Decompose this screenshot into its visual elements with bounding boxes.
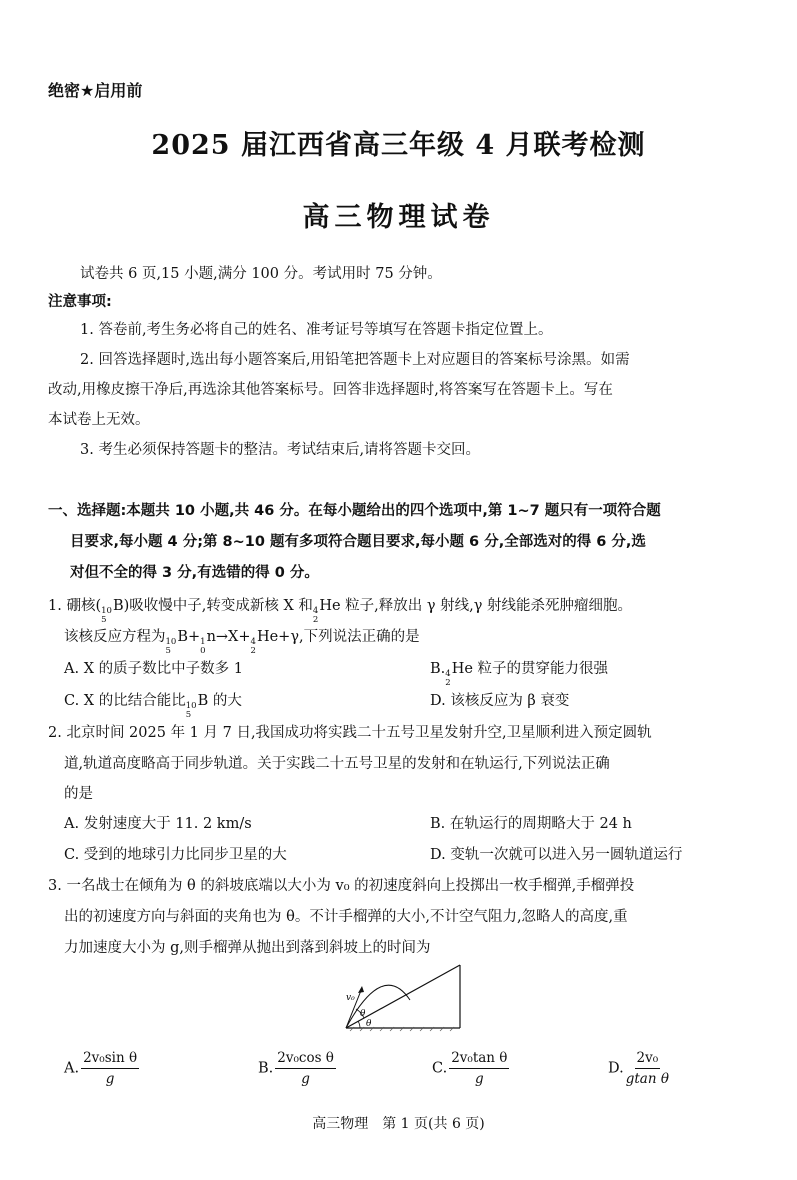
section1-line2: 目要求,每小题 4 分;第 8~10 题有多项符合题目要求,每小题 6 分,全部选对的得 6 分,选 [70,534,646,550]
q3-stem-line1: 3. 一名战士在倾角为 θ 的斜坡底端以大小为 v₀ 的初速度斜向上投掷出一枚手榴弹,手榴弹投 [48,878,635,894]
q2-stem-line1: 2. 北京时间 2025 年 1 月 7 日,我国成功将实践二十五号卫星发射升空,卫星顺利进入预定圆轨 [48,725,652,741]
notice-item-2-line3: 本试卷上无效。 [48,412,150,428]
q1-option-c: C. X 的比结合能比 10 5 B 的大 [64,693,242,720]
incline-projectile-figure [338,960,478,1032]
theta-label-upper: θ [360,1009,366,1019]
confidential-label: 绝密★启用前 [48,81,143,100]
q2-stem-line3: 的是 [64,786,93,802]
q3-option-d: D. $\frac{\text{2v₀}}{\text{gtan θ}}$ [608,1050,669,1087]
q2-option-c: C. 受到的地球引力比同步卫星的大 [64,847,287,863]
page-footer: 高三物理 第 1 页(共 6 页) [312,1116,485,1132]
exam-title: 2025 届江西省高三年级 4 月联考检测 [151,130,646,161]
angle-arc-1 [358,1021,360,1028]
section1-line1: 一、选择题:本题共 10 小题,共 46 分。在每小题给出的四个选项中,第 1~7 题只有一项符合题 [48,503,661,519]
q2-option-b: B. 在轨运行的周期略大于 24 h [430,816,632,832]
section1-line3: 对但不全的得 3 分,有选错的得 0 分。 [70,565,319,581]
q2-option-d: D. 变轨一次就可以进入另一圆轨道运行 [430,847,683,863]
q3-stem-line3: 力加速度大小为 g,则手榴弹从抛出到落到斜坡上的时间为 [64,940,431,956]
arrowhead-icon [358,986,364,993]
isotope-b10: 10 5 [101,606,112,625]
q1-stem-line1: 1. 硼核( 10 5 B)吸收慢中子,转变成新核 X 和 4 2 He 粒子,释放出 γ 射线,γ 射线能杀死肿瘤细胞。 [48,598,633,625]
theta-label-lower: θ [366,1019,372,1029]
q2-stem-line2: 道,轨道高度略高于同步轨道。关于实践二十五号卫星的发射和在轨运行,下列说法正确 [64,756,610,772]
q1-stem-line2: 该核反应方程为 10 5 B+ 1 0 n→X+ 4 2 He+γ,下列说法正确的是 [64,629,420,656]
q3-option-b: B. $\frac{\text{2v₀cos θ}}{g}$ [258,1050,334,1087]
trajectory-curve [346,985,410,1028]
q3-option-a: A. $\frac{\text{2v₀sin θ}}{g}$ [64,1050,138,1087]
q3-stem-line2: 出的初速度方向与斜面的夹角也为 θ。不计手榴弹的大小,不计空气阻力,忽略人的高度,重 [64,909,628,925]
notice-item-2-line1: 2. 回答选择题时,选出每小题答案后,用铅笔把答题卡上对应题目的答案标号涂黑。如需 [80,352,630,368]
notice-heading: 注意事项: [48,294,112,310]
v0-label: v₀ [346,993,355,1003]
intro-text: 试卷共 6 页,15 小题,满分 100 分。考试用时 75 分钟。 [80,266,442,282]
notice-item-3: 3. 考生必须保持答题卡的整洁。考试结束后,请将答题卡交回。 [80,442,481,458]
notice-item-1: 1. 答卷前,考生务必将自己的姓名、准考证号等填写在答题卡指定位置上。 [80,322,553,338]
q1-option-b: B. 4 2 He 粒子的贯穿能力很强 [430,661,609,688]
notice-item-2-line2: 改动,用橡皮擦干净后,再选涂其他答案标号。回答非选择题时,将答案写在答题卡上。写在 [48,382,613,398]
exam-subtitle: 高三物理试卷 [302,202,495,233]
q3-option-c: C. $\frac{\text{2v₀tan θ}}{g}$ [432,1050,508,1087]
q1-option-d: D. 该核反应为 β 衰变 [430,693,570,709]
q1-option-a: A. X 的质子数比中子数多 1 [64,661,243,677]
q2-option-a: A. 发射速度大于 11. 2 km/s [64,816,252,832]
isotope-he4: 4 2 [312,606,319,625]
